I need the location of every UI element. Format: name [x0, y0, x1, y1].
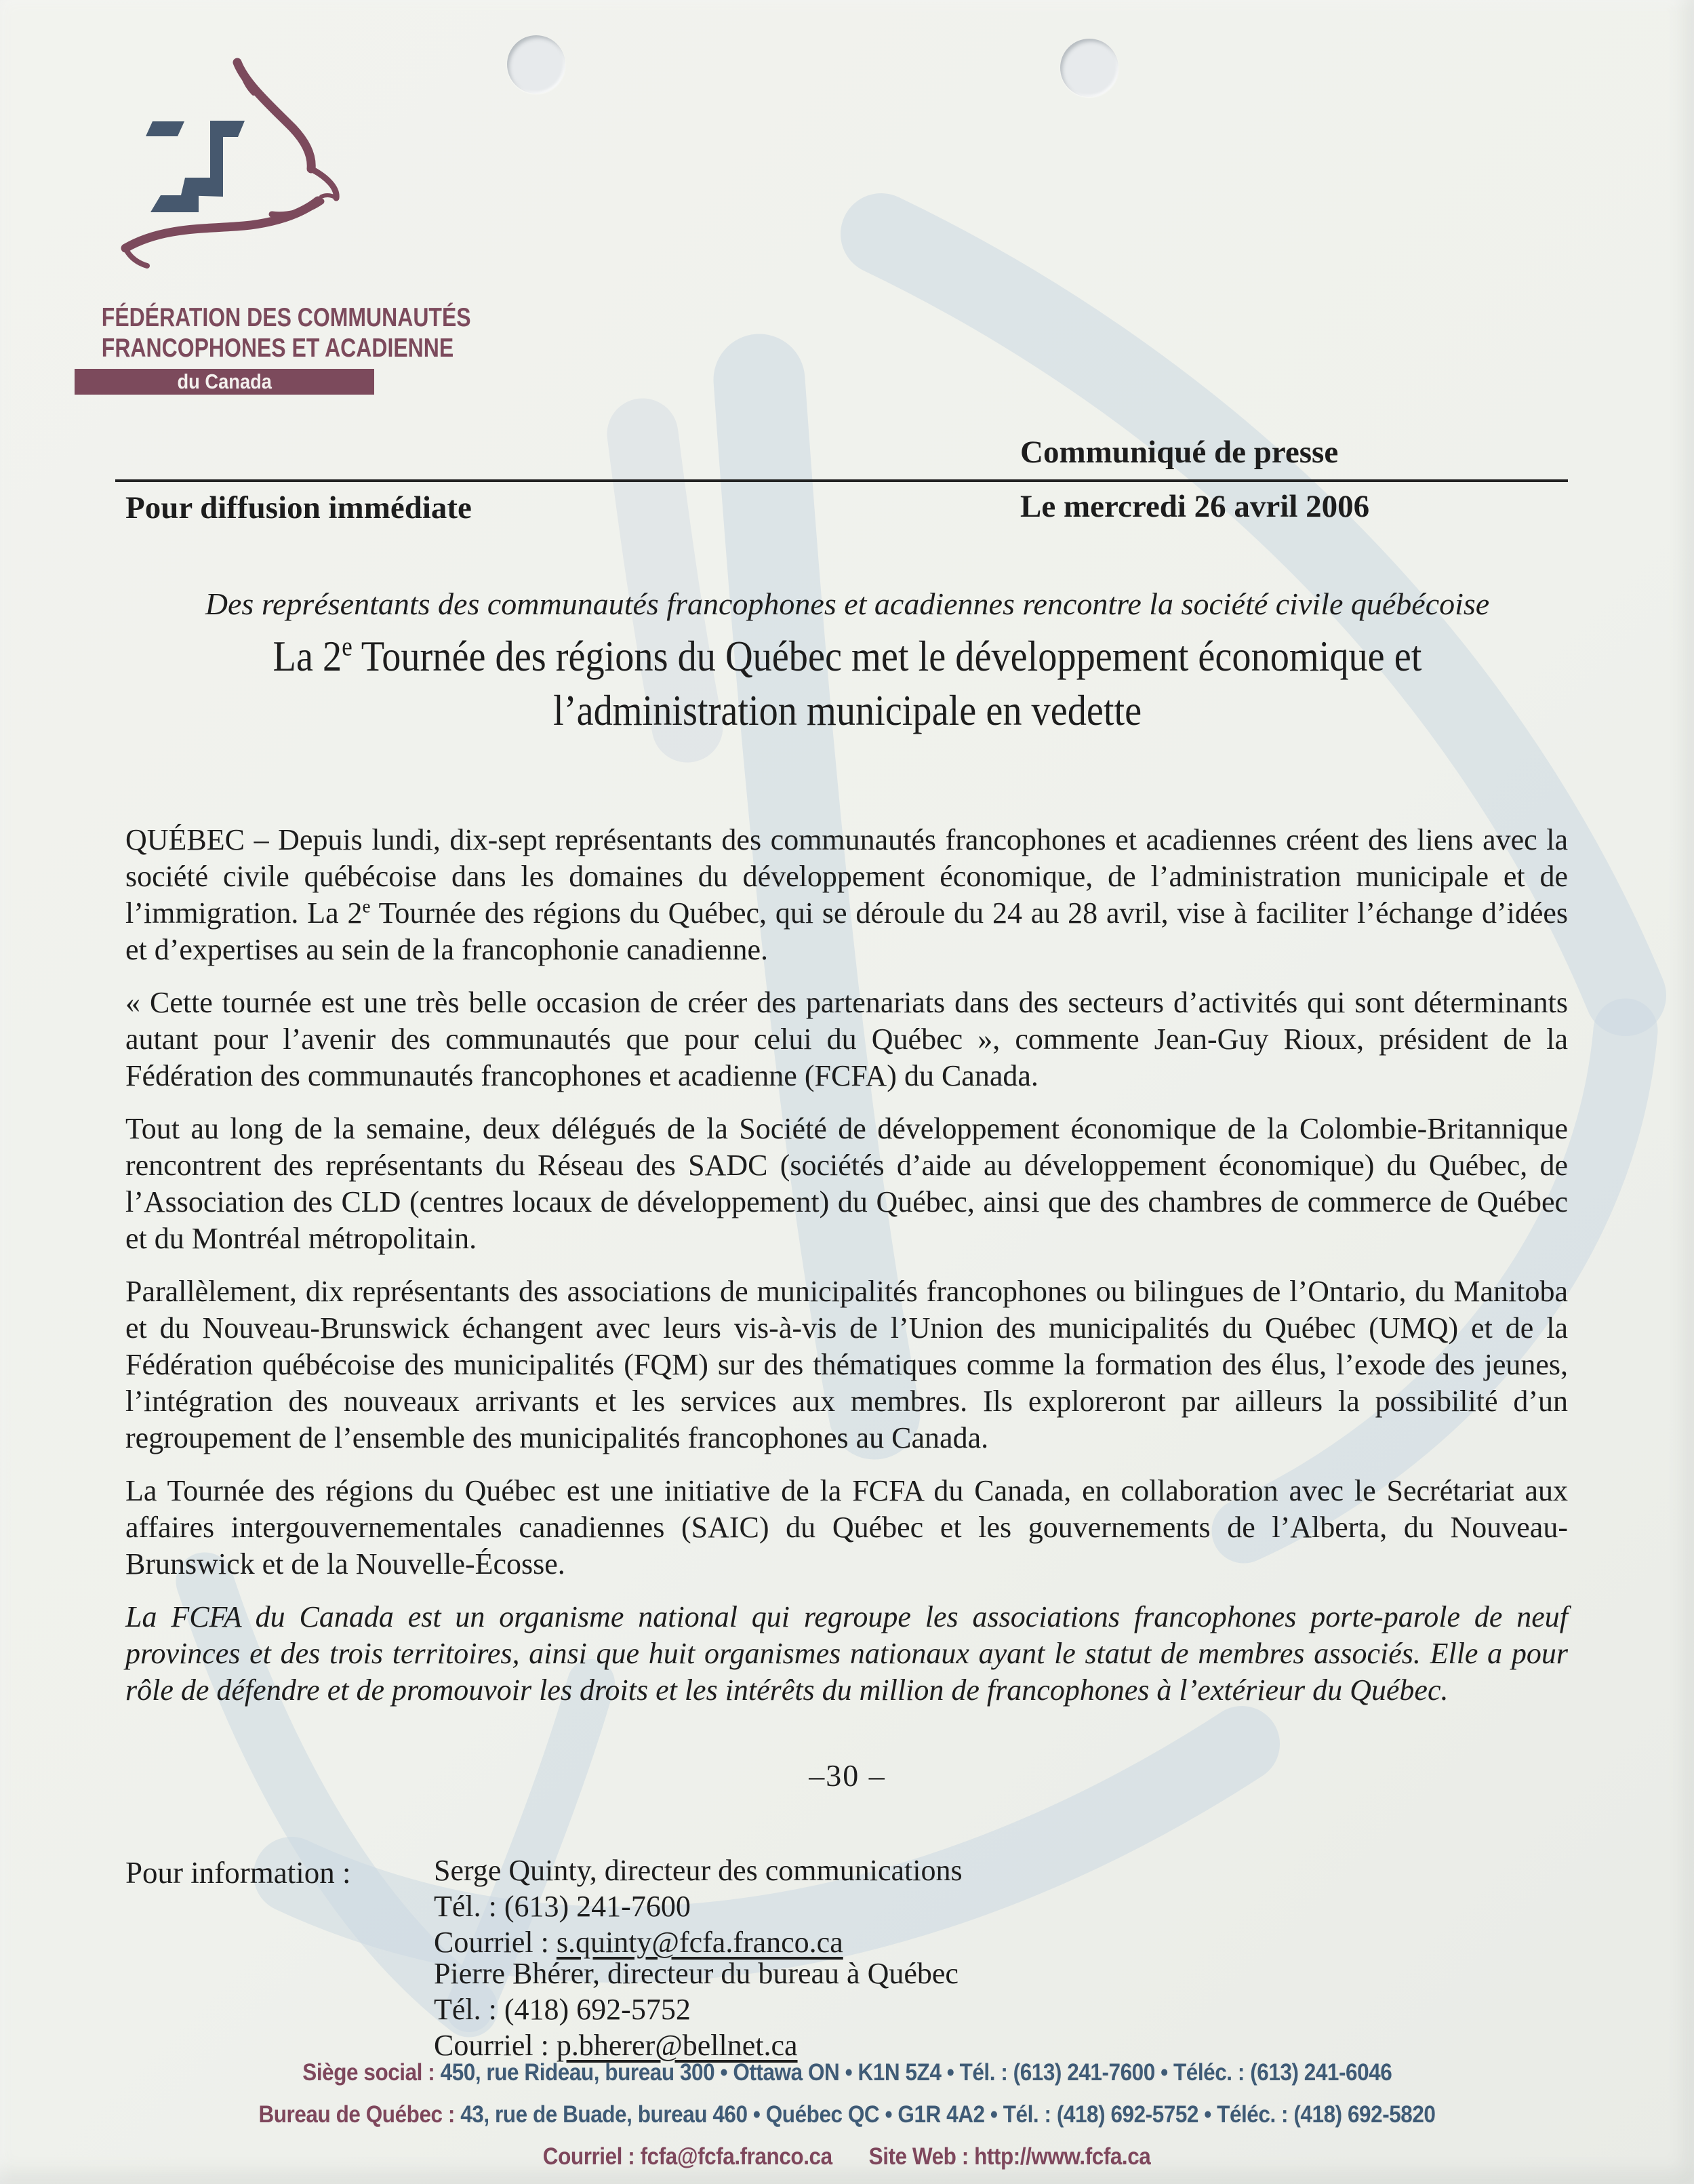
paragraph-text: Tournée des régions du Québec, qui se déroule du 24 au 28 avril, vise à faciliter l’échange d’idées et d’expertises au sein de la francophonie canadienne.	[125, 896, 1569, 966]
contact-email-label: Courriel :	[434, 1926, 557, 1959]
org-name-line1: FÉDÉRATION DES COMMUNAUTÉS	[101, 303, 471, 332]
footer-head-office-label: Siège social :	[302, 2059, 441, 2086]
punch-hole-right	[1060, 39, 1118, 97]
footer-website: Site Web : http://www.fcfa.ca	[869, 2143, 1151, 2170]
footer-head-office-line	[0, 2052, 1694, 2094]
title-line2: l’administration municipale en vedette	[553, 686, 1142, 734]
title-line1-post: Tournée des régions du Québec met le développement économique et	[352, 632, 1422, 680]
contact-email-label: Courriel :	[434, 2029, 557, 2062]
title-superscript: e	[342, 631, 352, 662]
body-paragraph-2: « Cette tournée est une très belle occasion de créer des partenariats dans des secteurs d’activités qui sont déterminants autant pour l’avenir des communautés que pour celui du Québec », commente Jean-Guy Rioux, président de la Fédération des communautés francophones et acadienne (FCFA) du Canada.	[125, 986, 1568, 1092]
contact-phone: Tél. : (613) 241-7600	[434, 1890, 691, 1923]
header-divider	[115, 479, 1568, 482]
release-statement: Pour diffusion immédiate	[125, 490, 472, 525]
contact-card-pierre-bherer	[434, 1955, 1383, 2063]
footer-email: Courriel : fcfa@fcfa.franco.ca	[543, 2143, 833, 2170]
contact-phone: Tél. : (418) 692-5752	[434, 1993, 691, 2026]
letterhead-footer	[0, 2052, 1694, 2178]
title-line1-pre: La 2	[273, 632, 342, 680]
body-paragraph-1	[125, 822, 1568, 968]
body-paragraph-boilerplate: La FCFA du Canada est un organisme national qui regroupe les associations francophones porte-parole de neuf provinces et des trois territoires, ainsi que huit organismes nationaux ayant le statut de membres associés. Elle a pour rôle de défendre et de promouvoir les droits et les intérêts du million de francophones à l’extérieur du Québec.	[125, 1600, 1568, 1707]
footer-quebec-office-address: 43, rue de Buade, bureau 460 • Québec QC • G1R 4A2 • Tél. : (418) 692-5752 • Téléc. : (418) 692-5820	[460, 2101, 1436, 2128]
org-name-line3: du Canada	[177, 370, 272, 393]
org-wordmark	[75, 302, 471, 395]
contact-section-label: Pour information :	[125, 1856, 351, 1890]
fcfa-bird-logo-icon	[105, 51, 356, 295]
sign-off-30: –30 –	[809, 1758, 886, 1793]
body-text	[125, 822, 1568, 1725]
punch-hole-left	[507, 35, 565, 94]
headline-kicker: Des représentants des communautés francophones et acadiennes rencontre la société civile québécoise	[205, 587, 1490, 621]
org-name-line2: FRANCOPHONES ET ACADIENNE	[101, 334, 454, 363]
footer-quebec-office-line	[0, 2094, 1694, 2136]
contact-email-link[interactable]: p.bherer@bellnet.ca	[556, 2029, 798, 2062]
release-date: Le mercredi 26 avril 2006	[1020, 489, 1370, 524]
contact-name: Serge Quinty, directeur des communications	[434, 1854, 963, 1887]
contact-email-link[interactable]: s.quinty@fcfa.franco.ca	[556, 1926, 843, 1959]
document-type-label: Communiqué de presse	[1020, 435, 1339, 470]
footer-quebec-office-label: Bureau de Québec :	[258, 2101, 461, 2128]
body-paragraph-3: Tout au long de la semaine, deux délégués de la Société de développement économique de la Colombie-Britannique rencontrent des représentants du Réseau des SADC (sociétés d’aide au développement économique) du Québec, de l’Association des CLD (centres locaux de développement) du Québec, ainsi que des chambres de commerce de Québec et du Montréal métropolitain.	[125, 1112, 1568, 1255]
paragraph-text: QUÉBEC – Depuis lundi, dix-sept représentants des communautés francophones et acadiennes créent des liens avec la société civile québécoise dans les domaines du développement économique, de l’administration municipale et de l’immigration. La 2	[125, 823, 1568, 930]
contact-name: Pierre Bhérer, directeur du bureau à Québec	[434, 1957, 959, 1990]
body-paragraph-4: Parallèlement, dix représentants des associations de municipalités francophones ou bilingues de l’Ontario, du Manitoba et du Nouveau-Brunswick échangent avec leurs vis-à-vis de l’Union des municipalités du Québec (UMQ) et de la Fédération québécoise des municipalités (FQM) sur des thématiques comme la formation des élus, l’exode des jeunes, l’intégration des nouveaux arrivants et les services aux membres. Ils exploreront par ailleurs la possibilité d’un regroupement de l’ensemble des municipalités francophones au Canada.	[125, 1275, 1568, 1454]
headline-title	[88, 629, 1607, 738]
paragraph-superscript: e	[362, 896, 371, 917]
footer-email-web-line	[0, 2136, 1694, 2178]
contact-card-serge-quinty	[434, 1852, 1383, 1960]
footer-head-office-address: 450, rue Rideau, bureau 300 • Ottawa ON • K1N 5Z4 • Tél. : (613) 241-7600 • Téléc. : (613) 241-6046	[440, 2059, 1392, 2086]
org-name-band	[75, 369, 374, 395]
body-paragraph-5: La Tournée des régions du Québec est une initiative de la FCFA du Canada, en collaboration avec le Secrétariat aux affaires intergouvernementales canadiennes (SAIC) du Québec et les gouvernements de l’Alberta, du Nouveau-Brunswick et de la Nouvelle-Écosse.	[125, 1474, 1568, 1581]
